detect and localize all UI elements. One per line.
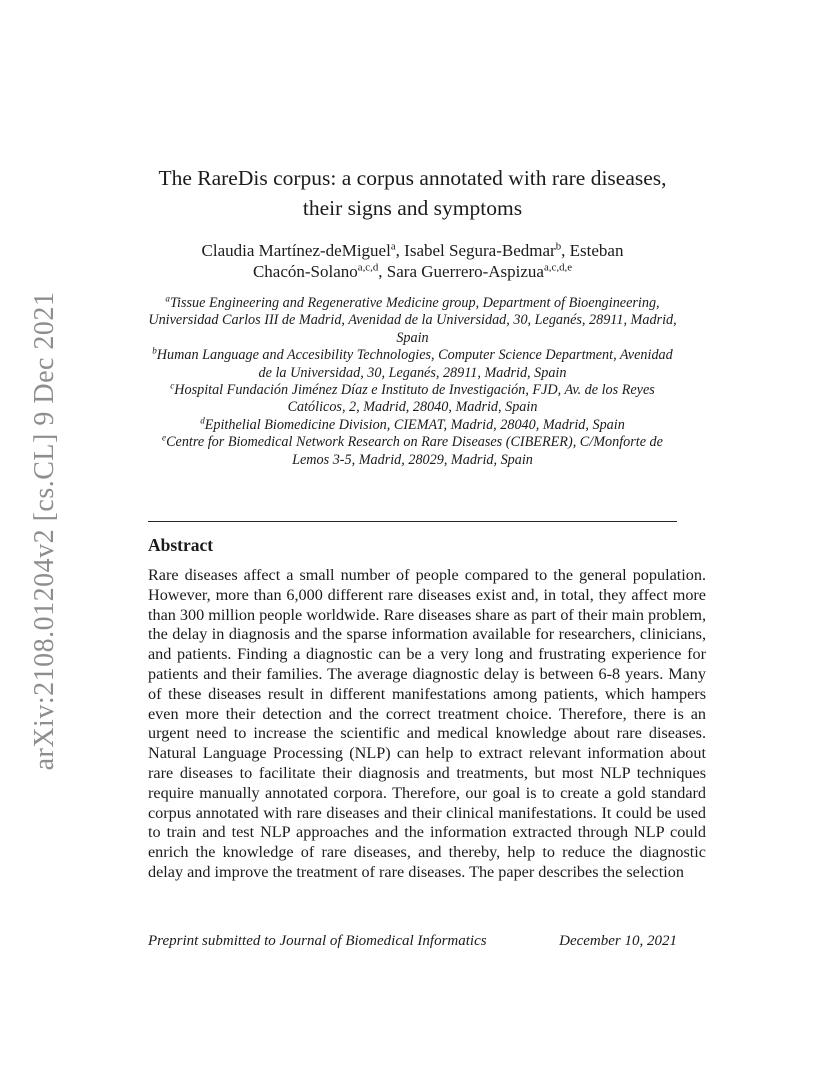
affiliation-text: Centre for Biomedical Network Research on Rare Diseases (CIBERER), C/Monforte de Lemos 3-5, Madrid, 28029, Madrid, Spain: [166, 434, 663, 468]
author-name: , Isabel Segura-Bedmar: [395, 241, 556, 260]
paper-title: The RareDis corpus: a corpus annotated with rare diseases, their signs and symptoms: [158, 166, 667, 220]
author-name: , Esteban: [561, 241, 624, 260]
author-line-1: [148, 241, 677, 262]
affiliation-item: [148, 417, 677, 434]
affiliation-item: [148, 434, 677, 469]
affiliation-text: Epithelial Biomedicine Division, CIEMAT, Madrid, 28040, Madrid, Spain: [204, 416, 625, 433]
author-affiliation-marker: b: [555, 240, 562, 253]
affiliation-text: Hospital Fundación Jiménez Díaz e Instituto de Investigación, FJD, Av. de los Reyes Católicos, 2, Madrid, 28040, Madrid, Spain: [174, 382, 655, 416]
preprint-footer: [148, 933, 677, 950]
footer-journal-note: Preprint submitted to Journal of Biomedical Informatics: [148, 933, 487, 949]
author-name: , Sara Guerrero-Aspizua: [378, 261, 544, 281]
affiliation-text: Human Language and Accesibility Technologies, Computer Science Department, Avenidad de la Universidad, 30, Leganés, 28911, Madrid, Spain: [156, 347, 673, 381]
affiliations-block: [148, 295, 677, 469]
affiliation-item: [148, 347, 677, 382]
affiliation-marker: c: [170, 380, 175, 391]
author-affiliation-marker: a,c,d: [357, 260, 379, 273]
author-name: Chacón-Solano: [252, 261, 358, 281]
author-name: Claudia Martínez-deMiguel: [201, 241, 391, 260]
author-affiliation-marker: a: [390, 240, 396, 253]
abstract-heading: Abstract: [148, 535, 214, 556]
main-column: [148, 0, 706, 899]
abstract-text: Rare diseases affect a small number of people compared to the general population. However, more than 6,000 different rare diseases exist and, in total, they affect more than 300 million people worldwide. Rare diseases share as part of their main problem, the delay in diagnosis and the sparse information available for researchers, clinicians, and patients. Finding a diagnostic can be a very long and frustrating experience for patients and their families. The average diagnostic delay is between 6-8 years. Many of these diseases result in different manifestations among patients, which hampers even more their detection and the correct treatment choice. Therefore, there is an urgent need to increase the scientific and medical knowledge about rare diseases. Natural Language Processing (NLP) can help to extract relevant information about rare diseases to facilitate their diagnosis and treatments, but most NLP techniques require manually annotated corpora. Therefore, our goal is to create a gold standard corpus annotated with rare diseases and their clinical manifestations. It could be used to train and test NLP approaches and the information extracted through NLP could enrich the knowledge of rare diseases, and thereby, help to reduce the diagnostic delay and improve the treatment of rare diseases. The paper describes the selection: [148, 566, 706, 882]
affiliation-text: Tissue Engineering and Regenerative Medicine group, Department of Bioengineering, Universidad Carlos III de Madrid, Avenidad de la Universidad, 30, Leganés, 28911, Madrid, Spain: [148, 295, 677, 346]
author-affiliation-marker: a,c,d,e: [543, 260, 573, 273]
affiliation-marker: e: [162, 432, 167, 443]
affiliation-marker: d: [200, 415, 205, 426]
affiliation-item: [148, 382, 677, 417]
footer-date: December 10, 2021: [559, 933, 677, 949]
arxiv-watermark: arXiv:2108.01204v2 [cs.CL] 9 Dec 2021: [29, 291, 60, 771]
affiliation-item: [148, 295, 677, 347]
affiliation-marker: a: [165, 293, 170, 304]
abstract-separator-rule: [148, 521, 677, 522]
affiliation-marker: b: [152, 345, 157, 356]
author-line-2: [148, 262, 677, 283]
authors-block: [148, 241, 677, 282]
